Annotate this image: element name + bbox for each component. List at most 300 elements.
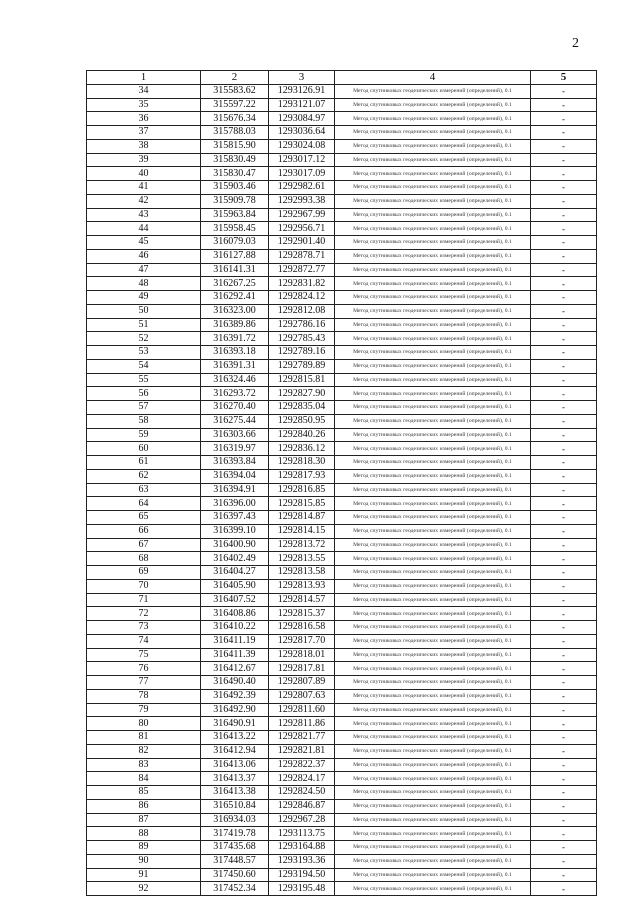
point-number-cell: 72 [87, 607, 201, 621]
coord-x-cell: 316394.04 [201, 469, 269, 483]
coord-x-cell: 316492.90 [201, 703, 269, 717]
note-cell: - [531, 291, 597, 305]
note-cell: - [531, 414, 597, 428]
table-row [87, 799, 597, 813]
point-number-cell: 65 [87, 511, 201, 525]
point-number-cell: 62 [87, 469, 201, 483]
note-cell: - [531, 593, 597, 607]
coord-y-cell: 1292812.08 [269, 304, 335, 318]
coord-x-cell: 316407.52 [201, 593, 269, 607]
coord-x-cell: 316405.90 [201, 579, 269, 593]
method-description-cell: Метод спутниковых геодезических измерений (определений), 0.1 [335, 428, 531, 442]
coord-x-cell: 317435.68 [201, 841, 269, 855]
point-number-cell: 51 [87, 318, 201, 332]
coord-x-cell: 316413.06 [201, 758, 269, 772]
method-description-cell: Метод спутниковых геодезических измерений (определений), 0.1 [335, 291, 531, 305]
coord-x-cell: 316394.91 [201, 483, 269, 497]
coord-y-cell: 1293195.48 [269, 882, 335, 896]
method-description-cell: Метод спутниковых геодезических измерений (определений), 0.1 [335, 552, 531, 566]
method-description-cell: Метод спутниковых геодезических измерений (определений), 0.1 [335, 222, 531, 236]
table-row [87, 868, 597, 882]
point-number-cell: 41 [87, 181, 201, 195]
coord-y-cell: 1292813.58 [269, 566, 335, 580]
coord-x-cell: 317419.78 [201, 827, 269, 841]
method-description-cell: Метод спутниковых геодезических измерений (определений), 0.1 [335, 167, 531, 181]
method-description-cell: Метод спутниковых геодезических измерений (определений), 0.1 [335, 153, 531, 167]
point-number-cell: 76 [87, 662, 201, 676]
point-number-cell: 66 [87, 524, 201, 538]
note-cell: - [531, 621, 597, 635]
point-number-cell: 34 [87, 84, 201, 98]
coord-x-cell: 315903.46 [201, 181, 269, 195]
note-cell: - [531, 854, 597, 868]
note-cell: - [531, 304, 597, 318]
coord-x-cell: 316408.86 [201, 607, 269, 621]
coord-x-cell: 316391.72 [201, 332, 269, 346]
coord-x-cell: 316396.00 [201, 497, 269, 511]
header-row [87, 71, 597, 85]
coord-x-cell: 316402.49 [201, 552, 269, 566]
table-row [87, 579, 597, 593]
coord-x-cell: 316404.27 [201, 566, 269, 580]
coord-x-cell: 316411.19 [201, 634, 269, 648]
note-cell: - [531, 689, 597, 703]
note-cell: - [531, 263, 597, 277]
method-description-cell: Метод спутниковых геодезических измерений (определений), 0.1 [335, 689, 531, 703]
method-description-cell: Метод спутниковых геодезических измерений (определений), 0.1 [335, 112, 531, 126]
coord-y-cell: 1292878.71 [269, 249, 335, 263]
table-row [87, 194, 597, 208]
coord-x-cell: 316267.25 [201, 277, 269, 291]
coord-y-cell: 1292816.58 [269, 621, 335, 635]
method-description-cell: Метод спутниковых геодезических измерений (определений), 0.1 [335, 593, 531, 607]
coord-x-cell: 316319.97 [201, 442, 269, 456]
coord-x-cell: 316410.22 [201, 621, 269, 635]
coord-x-cell: 315963.84 [201, 208, 269, 222]
coord-y-cell: 1292901.40 [269, 236, 335, 250]
note-cell: - [531, 731, 597, 745]
method-description-cell: Метод спутниковых геодезических измерений (определений), 0.1 [335, 346, 531, 360]
note-cell: - [531, 566, 597, 580]
note-cell: - [531, 112, 597, 126]
coord-y-cell: 1293036.64 [269, 126, 335, 140]
coord-x-cell: 316413.38 [201, 786, 269, 800]
note-cell: - [531, 717, 597, 731]
coord-x-cell: 316303.66 [201, 428, 269, 442]
coord-y-cell: 1292813.55 [269, 552, 335, 566]
coord-y-cell: 1292967.28 [269, 813, 335, 827]
table-row [87, 304, 597, 318]
coord-y-cell: 1292993.38 [269, 194, 335, 208]
method-description-cell: Метод спутниковых геодезических измерений (определений), 0.1 [335, 469, 531, 483]
coord-x-cell: 317450.60 [201, 868, 269, 882]
note-cell: - [531, 373, 597, 387]
table-row [87, 648, 597, 662]
table-row [87, 634, 597, 648]
coord-y-cell: 1292815.37 [269, 607, 335, 621]
coord-y-cell: 1292821.77 [269, 731, 335, 745]
coord-x-cell: 316079.03 [201, 236, 269, 250]
note-cell: - [531, 607, 597, 621]
point-number-cell: 74 [87, 634, 201, 648]
table-row [87, 263, 597, 277]
point-number-cell: 39 [87, 153, 201, 167]
method-description-cell: Метод спутниковых геодезических измерений (определений), 0.1 [335, 126, 531, 140]
coord-x-cell: 316323.00 [201, 304, 269, 318]
note-cell: - [531, 249, 597, 263]
point-number-cell: 46 [87, 249, 201, 263]
note-cell: - [531, 277, 597, 291]
coord-y-cell: 1292846.87 [269, 799, 335, 813]
coord-y-cell: 1292824.50 [269, 786, 335, 800]
coord-x-cell: 316400.90 [201, 538, 269, 552]
method-description-cell: Метод спутниковых геодезических измерений (определений), 0.1 [335, 841, 531, 855]
method-description-cell: Метод спутниковых геодезических измерений (определений), 0.1 [335, 414, 531, 428]
table-row [87, 538, 597, 552]
method-description-cell: Метод спутниковых геодезических измерений (определений), 0.1 [335, 566, 531, 580]
point-number-cell: 89 [87, 841, 201, 855]
note-cell: - [531, 236, 597, 250]
note-cell: - [531, 786, 597, 800]
coord-y-cell: 1292872.77 [269, 263, 335, 277]
table-row [87, 414, 597, 428]
method-description-cell: Метод спутниковых геодезических измерений (определений), 0.1 [335, 703, 531, 717]
table-row [87, 813, 597, 827]
point-number-cell: 59 [87, 428, 201, 442]
coord-y-cell: 1293121.07 [269, 98, 335, 112]
coord-y-cell: 1293024.08 [269, 139, 335, 153]
coord-x-cell: 317448.57 [201, 854, 269, 868]
point-number-cell: 64 [87, 497, 201, 511]
coord-y-cell: 1292840.26 [269, 428, 335, 442]
point-number-cell: 52 [87, 332, 201, 346]
coord-y-cell: 1293084.97 [269, 112, 335, 126]
coord-x-cell: 316141.31 [201, 263, 269, 277]
coord-y-cell: 1293193.36 [269, 854, 335, 868]
table-row [87, 731, 597, 745]
table-row [87, 621, 597, 635]
point-number-cell: 55 [87, 373, 201, 387]
point-number-cell: 50 [87, 304, 201, 318]
coord-x-cell: 315676.34 [201, 112, 269, 126]
coord-x-cell: 316412.67 [201, 662, 269, 676]
coord-y-cell: 1292967.99 [269, 208, 335, 222]
method-description-cell: Метод спутниковых геодезических измерений (определений), 0.1 [335, 772, 531, 786]
point-number-cell: 44 [87, 222, 201, 236]
table-row [87, 497, 597, 511]
table-row [87, 208, 597, 222]
coord-y-cell: 1292956.71 [269, 222, 335, 236]
table-row [87, 84, 597, 98]
point-number-cell: 61 [87, 456, 201, 470]
table-row [87, 758, 597, 772]
coord-x-cell: 316391.31 [201, 359, 269, 373]
table-row [87, 387, 597, 401]
note-cell: - [531, 827, 597, 841]
coord-x-cell: 316389.86 [201, 318, 269, 332]
method-description-cell: Метод спутниковых геодезических измерений (определений), 0.1 [335, 717, 531, 731]
point-number-cell: 92 [87, 882, 201, 896]
point-number-cell: 75 [87, 648, 201, 662]
point-number-cell: 38 [87, 139, 201, 153]
method-description-cell: Метод спутниковых геодезических измерений (определений), 0.1 [335, 263, 531, 277]
note-cell: - [531, 758, 597, 772]
point-number-cell: 69 [87, 566, 201, 580]
coord-y-cell: 1292816.85 [269, 483, 335, 497]
note-cell: - [531, 497, 597, 511]
coord-y-cell: 1293194.50 [269, 868, 335, 882]
coord-y-cell: 1292817.70 [269, 634, 335, 648]
point-number-cell: 81 [87, 731, 201, 745]
method-description-cell: Метод спутниковых геодезических измерений (определений), 0.1 [335, 401, 531, 415]
method-description-cell: Метод спутниковых геодезических измерений (определений), 0.1 [335, 249, 531, 263]
table-row [87, 428, 597, 442]
coord-y-cell: 1292813.93 [269, 579, 335, 593]
note-cell: - [531, 208, 597, 222]
coord-x-cell: 316393.18 [201, 346, 269, 360]
method-description-cell: Метод спутниковых геодезических измерений (определений), 0.1 [335, 194, 531, 208]
method-description-cell: Метод спутниковых геодезических измерений (определений), 0.1 [335, 456, 531, 470]
table-row [87, 346, 597, 360]
coord-x-cell: 315830.49 [201, 153, 269, 167]
table-row [87, 786, 597, 800]
coord-x-cell: 316393.84 [201, 456, 269, 470]
coordinates-table [86, 70, 597, 896]
coord-x-cell: 315958.45 [201, 222, 269, 236]
note-cell: - [531, 676, 597, 690]
coord-x-cell: 316934.03 [201, 813, 269, 827]
method-description-cell: Метод спутниковых геодезических измерений (определений), 0.1 [335, 208, 531, 222]
note-cell: - [531, 139, 597, 153]
method-description-cell: Метод спутниковых геодезических измерений (определений), 0.1 [335, 648, 531, 662]
method-description-cell: Метод спутниковых геодезических измерений (определений), 0.1 [335, 442, 531, 456]
coord-x-cell: 315830.47 [201, 167, 269, 181]
point-number-cell: 85 [87, 786, 201, 800]
coord-x-cell: 316293.72 [201, 387, 269, 401]
table-row [87, 841, 597, 855]
coord-x-cell: 316510.84 [201, 799, 269, 813]
header-col-5: 5 [531, 71, 597, 85]
point-number-cell: 84 [87, 772, 201, 786]
coord-x-cell: 316399.10 [201, 524, 269, 538]
note-cell: - [531, 538, 597, 552]
point-number-cell: 43 [87, 208, 201, 222]
coord-x-cell: 316275.44 [201, 414, 269, 428]
coord-x-cell: 316492.39 [201, 689, 269, 703]
method-description-cell: Метод спутниковых геодезических измерений (определений), 0.1 [335, 607, 531, 621]
table-row [87, 717, 597, 731]
table-row [87, 607, 597, 621]
note-cell: - [531, 483, 597, 497]
table-row [87, 456, 597, 470]
table-row [87, 593, 597, 607]
point-number-cell: 87 [87, 813, 201, 827]
point-number-cell: 53 [87, 346, 201, 360]
method-description-cell: Метод спутниковых геодезических измерений (определений), 0.1 [335, 579, 531, 593]
coord-y-cell: 1292835.04 [269, 401, 335, 415]
coord-y-cell: 1292824.17 [269, 772, 335, 786]
table-row [87, 401, 597, 415]
point-number-cell: 58 [87, 414, 201, 428]
note-cell: - [531, 401, 597, 415]
coord-x-cell: 315583.62 [201, 84, 269, 98]
table-row [87, 676, 597, 690]
table-row [87, 359, 597, 373]
point-number-cell: 36 [87, 112, 201, 126]
coord-y-cell: 1292807.63 [269, 689, 335, 703]
point-number-cell: 60 [87, 442, 201, 456]
method-description-cell: Метод спутниковых геодезических измерений (определений), 0.1 [335, 731, 531, 745]
table-row [87, 469, 597, 483]
method-description-cell: Метод спутниковых геодезических измерений (определений), 0.1 [335, 387, 531, 401]
note-cell: - [531, 359, 597, 373]
coord-x-cell: 316397.43 [201, 511, 269, 525]
method-description-cell: Метод спутниковых геодезических измерений (определений), 0.1 [335, 98, 531, 112]
note-cell: - [531, 181, 597, 195]
note-cell: - [531, 799, 597, 813]
method-description-cell: Метод спутниковых геодезических измерений (определений), 0.1 [335, 538, 531, 552]
coord-y-cell: 1292815.85 [269, 497, 335, 511]
note-cell: - [531, 882, 597, 896]
coord-x-cell: 316412.94 [201, 744, 269, 758]
point-number-cell: 80 [87, 717, 201, 731]
method-description-cell: Метод спутниковых геодезических измерений (определений), 0.1 [335, 634, 531, 648]
method-description-cell: Метод спутниковых геодезических измерений (определений), 0.1 [335, 318, 531, 332]
note-cell: - [531, 126, 597, 140]
coord-y-cell: 1292818.30 [269, 456, 335, 470]
coord-y-cell: 1292785.43 [269, 332, 335, 346]
table-row [87, 552, 597, 566]
point-number-cell: 37 [87, 126, 201, 140]
coord-x-cell: 316413.37 [201, 772, 269, 786]
note-cell: - [531, 346, 597, 360]
note-cell: - [531, 84, 597, 98]
coord-x-cell: 316127.88 [201, 249, 269, 263]
coord-y-cell: 1292789.89 [269, 359, 335, 373]
coord-y-cell: 1292821.81 [269, 744, 335, 758]
table-row [87, 153, 597, 167]
method-description-cell: Метод спутниковых геодезических измерений (определений), 0.1 [335, 744, 531, 758]
method-description-cell: Метод спутниковых геодезических измерений (определений), 0.1 [335, 799, 531, 813]
note-cell: - [531, 98, 597, 112]
note-cell: - [531, 222, 597, 236]
note-cell: - [531, 153, 597, 167]
point-number-cell: 86 [87, 799, 201, 813]
coord-y-cell: 1292813.72 [269, 538, 335, 552]
coord-y-cell: 1292814.57 [269, 593, 335, 607]
note-cell: - [531, 194, 597, 208]
table-row [87, 112, 597, 126]
point-number-cell: 90 [87, 854, 201, 868]
point-number-cell: 77 [87, 676, 201, 690]
point-number-cell: 42 [87, 194, 201, 208]
note-cell: - [531, 428, 597, 442]
table-row [87, 318, 597, 332]
coord-y-cell: 1292824.12 [269, 291, 335, 305]
point-number-cell: 54 [87, 359, 201, 373]
coord-y-cell: 1293017.09 [269, 167, 335, 181]
method-description-cell: Метод спутниковых геодезических измерений (определений), 0.1 [335, 181, 531, 195]
coord-y-cell: 1292786.16 [269, 318, 335, 332]
table-row [87, 854, 597, 868]
note-cell: - [531, 318, 597, 332]
point-number-cell: 40 [87, 167, 201, 181]
table-row [87, 827, 597, 841]
coord-x-cell: 317452.34 [201, 882, 269, 896]
method-description-cell: Метод спутниковых геодезических измерений (определений), 0.1 [335, 277, 531, 291]
coord-y-cell: 1292814.15 [269, 524, 335, 538]
point-number-cell: 49 [87, 291, 201, 305]
header-col-1: 1 [87, 71, 201, 85]
point-number-cell: 45 [87, 236, 201, 250]
coord-y-cell: 1292817.81 [269, 662, 335, 676]
coord-y-cell: 1292814.87 [269, 511, 335, 525]
method-description-cell: Метод спутниковых геодезических измерений (определений), 0.1 [335, 868, 531, 882]
coord-y-cell: 1292982.61 [269, 181, 335, 195]
coord-x-cell: 316413.22 [201, 731, 269, 745]
method-description-cell: Метод спутниковых геодезических измерений (определений), 0.1 [335, 373, 531, 387]
table-row [87, 236, 597, 250]
table-row [87, 332, 597, 346]
coord-y-cell: 1292831.82 [269, 277, 335, 291]
table-row [87, 772, 597, 786]
coord-x-cell: 316490.91 [201, 717, 269, 731]
note-cell: - [531, 524, 597, 538]
note-cell: - [531, 167, 597, 181]
point-number-cell: 63 [87, 483, 201, 497]
coord-y-cell: 1293113.75 [269, 827, 335, 841]
point-number-cell: 68 [87, 552, 201, 566]
point-number-cell: 71 [87, 593, 201, 607]
note-cell: - [531, 552, 597, 566]
point-number-cell: 88 [87, 827, 201, 841]
method-description-cell: Метод спутниковых геодезических измерений (определений), 0.1 [335, 236, 531, 250]
table-row [87, 483, 597, 497]
point-number-cell: 57 [87, 401, 201, 415]
table-row [87, 511, 597, 525]
coord-x-cell: 315815.90 [201, 139, 269, 153]
header-col-2: 2 [201, 71, 269, 85]
point-number-cell: 47 [87, 263, 201, 277]
method-description-cell: Метод спутниковых геодезических измерений (определений), 0.1 [335, 359, 531, 373]
coord-y-cell: 1292850.95 [269, 414, 335, 428]
table-row [87, 566, 597, 580]
method-description-cell: Метод спутниковых геодезических измерений (определений), 0.1 [335, 304, 531, 318]
method-description-cell: Метод спутниковых геодезических измерений (определений), 0.1 [335, 621, 531, 635]
note-cell: - [531, 456, 597, 470]
coord-x-cell: 316324.46 [201, 373, 269, 387]
coord-x-cell: 315597.22 [201, 98, 269, 112]
coord-x-cell: 315909.78 [201, 194, 269, 208]
method-description-cell: Метод спутниковых геодезических измерений (определений), 0.1 [335, 332, 531, 346]
table-body [87, 84, 597, 895]
point-number-cell: 35 [87, 98, 201, 112]
method-description-cell: Метод спутниковых геодезических измерений (определений), 0.1 [335, 882, 531, 896]
coord-x-cell: 316270.40 [201, 401, 269, 415]
method-description-cell: Метод спутниковых геодезических измерений (определений), 0.1 [335, 139, 531, 153]
method-description-cell: Метод спутниковых геодезических измерений (определений), 0.1 [335, 84, 531, 98]
coord-y-cell: 1292811.60 [269, 703, 335, 717]
note-cell: - [531, 332, 597, 346]
point-number-cell: 67 [87, 538, 201, 552]
note-cell: - [531, 442, 597, 456]
coord-x-cell: 316292.41 [201, 291, 269, 305]
coord-y-cell: 1293017.12 [269, 153, 335, 167]
page-number: 2 [572, 36, 579, 51]
table-row [87, 373, 597, 387]
table-row [87, 126, 597, 140]
point-number-cell: 56 [87, 387, 201, 401]
